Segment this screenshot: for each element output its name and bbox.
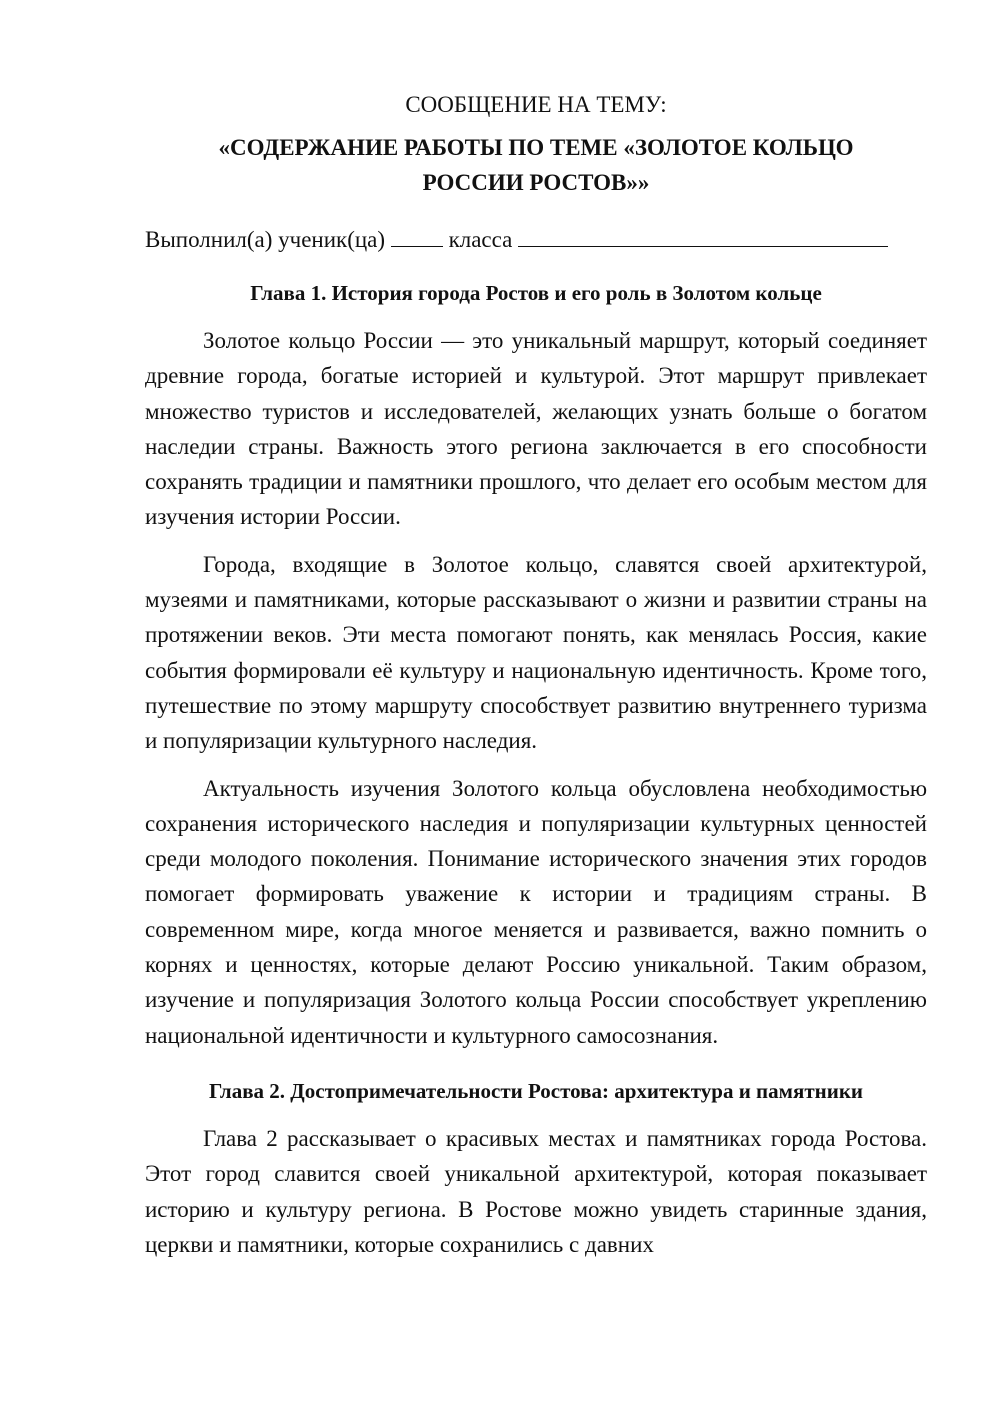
chapter-2-paragraph-1: Глава 2 рассказывает о красивых местах и памятниках города Ростова. Этот город славится своей уникальной архитектурой, которая показывает историю и культуру региона. В Ростове можно увидеть старинные здания, церкви и памятники, которые сохранились с давних [145, 1125, 927, 1257]
document-page [145, 88, 927, 1274]
name-blank-field[interactable] [518, 222, 888, 247]
class-label: класса [448, 227, 513, 252]
chapter-1-paragraph-2: Города, входящие в Золотое кольцо, славятся своей архитектурой, музеями и памятниками, которые рассказывают о жизни и развитии страны на протяжении веков. Эти места помогают понять, как менялась Россия, какие события формировали её культуру и национальную идентичность. Кроме того, путешествие по этому маршруту способствует развитию внутреннего туризма и популяризации культурного наследия. [145, 551, 927, 754]
document-title [145, 130, 927, 200]
chapter-1-paragraph-3: Актуальность изучения Золотого кольца обусловлена необходимостью сохранения исторического наследия и популяризации культурных ценностей среди молодого поколения. Понимание исторического значения этих городов помогает формировать уважение к истории и традициям страны. В современном мире, когда многое меняется и развивается, важно помнить о корнях и ценностях, которые делают Россию уникальной. Таким образом, изучение и популяризация Золотого кольца России способствует укреплению национальной идентичности и культурного самосознания. [145, 775, 927, 1048]
topic-heading: СООБЩЕНИЕ НА ТЕМУ: [405, 92, 667, 117]
performer-line [145, 222, 927, 257]
chapter-1-paragraph-1: Золотое кольцо России — это уникальный маршрут, который соединяет древние города, богатые историей и культурой. Этот маршрут привлекает множество туристов и исследователей, желающих узнать больше о богатом наследии страны. Важность этого региона заключается в его способности сохранять традиции и памятники прошлого, что делает его особым местом для изучения истории России. [145, 328, 927, 530]
performer-label: Выполнил(а) ученик(ца) [145, 227, 386, 252]
chapter-1-title: Глава 1. История города Ростов и его роль в Золотом кольце [250, 281, 822, 305]
chapter-2-title: Глава 2. Достопримечательности Ростова: архитектура и памятники [208, 1078, 864, 1103]
document-title-line-2: РОССИИ РОСТОВ»» [422, 170, 650, 195]
grade-blank-field[interactable] [391, 222, 443, 247]
document-title-line-1: «СОДЕРЖАНИЕ РАБОТЫ ПО ТЕМЕ «ЗОЛОТОЕ КОЛЬЦО [218, 135, 854, 160]
